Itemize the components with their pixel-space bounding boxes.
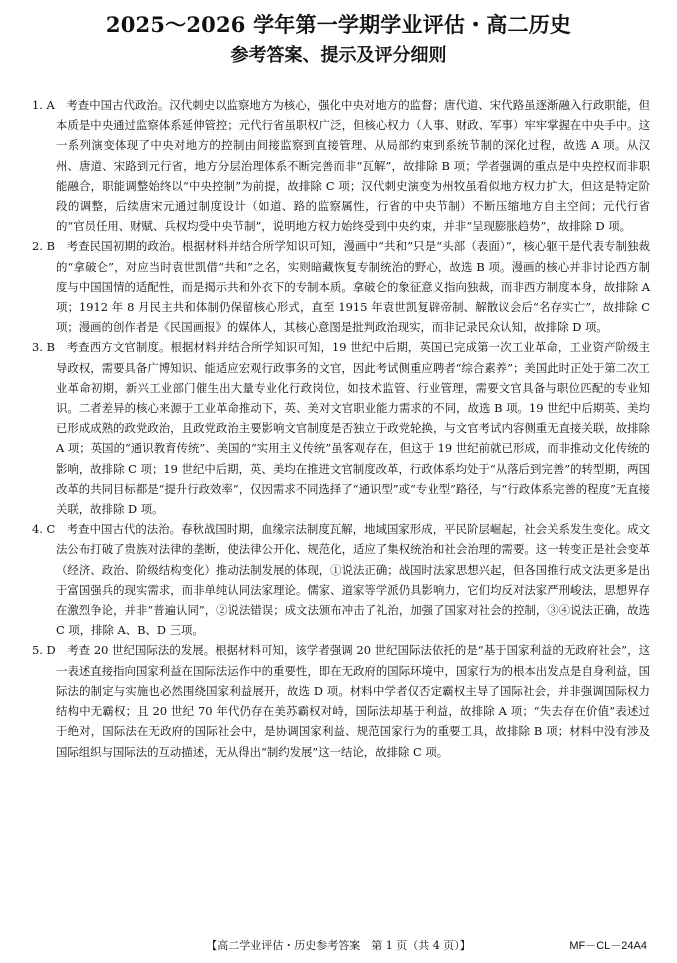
- footer-code: MF－CL－24A4: [569, 940, 647, 952]
- answer-text: 考查中国古代的法治。春秋战国时期，血缘宗法制度瓦解，地域国家形成，平民阶层崛起，社会关系发生变化。成文法公布打破了贵族对法律的垄断，使法律公开化、规范化，适应了集权统治和社会治理的需要。这一转变正是社会变革（经济、政治、阶级结构变化）推动法制发展的体现，①说法正确；战国时法家思想兴起，但各国推行成文法更多是出于富国强兵的现实需求，而非单纯认同法家理论。儒家、道家等学派仍具影响力，它们均反对法家严刑峻法，思想界存在激烈争论，并非“普遍认同”，②说法错误；成文法颁布冲击了礼治，加强了国家对社会的控制，③④说法正确，故选 C 项，排除 A、B、D 三项。: [56, 522, 650, 638]
- answer-label: 1. A: [32, 98, 55, 112]
- answer-item-5: [32, 640, 650, 761]
- answer-text: 考查西方文官制度。根据材料并结合所学知识可知，19 世纪中后期，英国已完成第一次工业革命，工业资产阶级主导政权，需要具备广博知识、能适应宏观行政事务的文官，因此考试侧重应聘者“综合素养”；美国此时正处于第二次工业革命初期，新兴工业部门催生出大量专业化行政岗位，如技术监管、行业管理，需要文官具备与职位匹配的专业知识。二者差异的核心来源于工业革命推动下，英、美对文官职业能力需求的不同，故选 B 项。19 世纪中后期英、美均已形成成熟的政党政治，且政党政治主要影响文官制度是否独立于政党轮换，与文官考试内容侧重无直接关联，故排除 A 项；英国的“通识教育传统”、美国的“实用主义传统”虽客观存在，但这于 19 世纪前就已形成，而非推动文化传统的影响，故排除 C 项；19 世纪中后期，英、美均在推进文官制度改革，行政体系均处于“从落后到完善”的转型期，两国改革的共同目标都是“提升行政效率”，仅因需求不同选择了“通识型”或“专业型”路径，与“行政体系完善的程度”无直接关联，故排除 D 项。: [56, 340, 650, 517]
- answer-text: 考查 20 世纪国际法的发展。根据材料可知，该学者强调 20 世纪国际法依托的是“基于国家利益的无政府社会”，这一表述直接指向国家利益在国际法运作中的重要性，即在无政府的国际环境中，国家行为的根本出发点是自身利益，国际法的制定与实施也必然围绕国家利益展开，故选 D 项。材料中学者仅否定霸权主导了国际社会，并非强调国际权力结构中无霸权；且 20 世纪 70 年代仍存在美苏霸权对峙，国际法却基于利益，故排除 A 项；“失去存在价值”表述过于绝对，国际法在无政府的国际社会中，是协调国家利益、规范国家行为的重要工具，故排除 B 项；材料中没有涉及国际组织与国际法的互动描述，无从得出“制约发展”这一结论，故排除 C 项。: [56, 643, 650, 759]
- answer-item-1: [32, 95, 650, 236]
- answer-item-4: [32, 519, 650, 640]
- answer-text: 考查中国古代政治。汉代刺史以监察地方为核心，强化中央对地方的监督；唐代道、宋代路虽逐渐融入行政职能，但本质是中央通过监察体系延伸管控；元代行省虽职权广泛，但核心权力（人事、财政、军事）牢牢掌握在中央手中。这一系列演变体现了中央对地方的控制由间接监察到直接管理、从局部约束到系统节制的深化过程，故选 A 项。从汉州、唐道、宋路到元行省，地方分层治理体系不断完善而非“瓦解”，故排除 B 项；学者强调的重点是中央控权而非职能融合，职能调整始终以“中央控制”为前提，故排除 C 项；汉代刺史演变为州牧虽看似地方权力扩大，但这是特定阶段的调整，后续唐宋元通过制度设计（如道、路的监察属性，行省的中央节制）不断压缩地方自主空间；元代行省的“官员任用、财赋、兵权均受中央节制”，说明地方权力始终受到中央约束，并非“呈现膨胀趋势”，故排除 D 项。: [56, 98, 650, 234]
- answer-label: 2. B: [32, 239, 56, 254]
- page-subtitle: 参考答案、提示及评分细则: [230, 45, 447, 66]
- page-footer: [0, 937, 677, 955]
- answer-label: 3. B: [32, 340, 56, 355]
- answer-text: 考查民国初期的政治。根据材料并结合所学知识可知，漫画中“共和”只是“头部（表面）”，核心躯干是代表专制独裁的“拿破仑”，对应当时袁世凯借“共和”之名，实则暗藏恢复专制统治的野心，故选 B 项。漫画的核心并非讨论西方制度与中国国情的适配性，而是揭示共和外衣下的专制本质。拿破仑的象征意义指向独裁，而非西方制度本身，故排除 A 项；1912 年 8 月民主共和体制仍保留核心形式，直至 1915 年袁世凯复辟帝制、解散议会后“名存实亡”，故排除 C 项；漫画的创作者是《民国画报》的媒体人，其核心意图是批判政治现实，而非记录民众认知，故排除 D 项。: [56, 239, 650, 335]
- answer-label: 5. D: [32, 643, 56, 658]
- page-title: 2025～2026 学年第一学期学业评估・高二历史: [105, 12, 572, 37]
- footer-page-info: 【高二学业评估・历史参考答案 第 1 页（共 4 页）】: [206, 939, 471, 952]
- answers-body: [32, 95, 650, 762]
- answer-label: 4. C: [32, 522, 56, 537]
- answer-item-3: [32, 337, 650, 519]
- answer-item-2: [32, 236, 650, 337]
